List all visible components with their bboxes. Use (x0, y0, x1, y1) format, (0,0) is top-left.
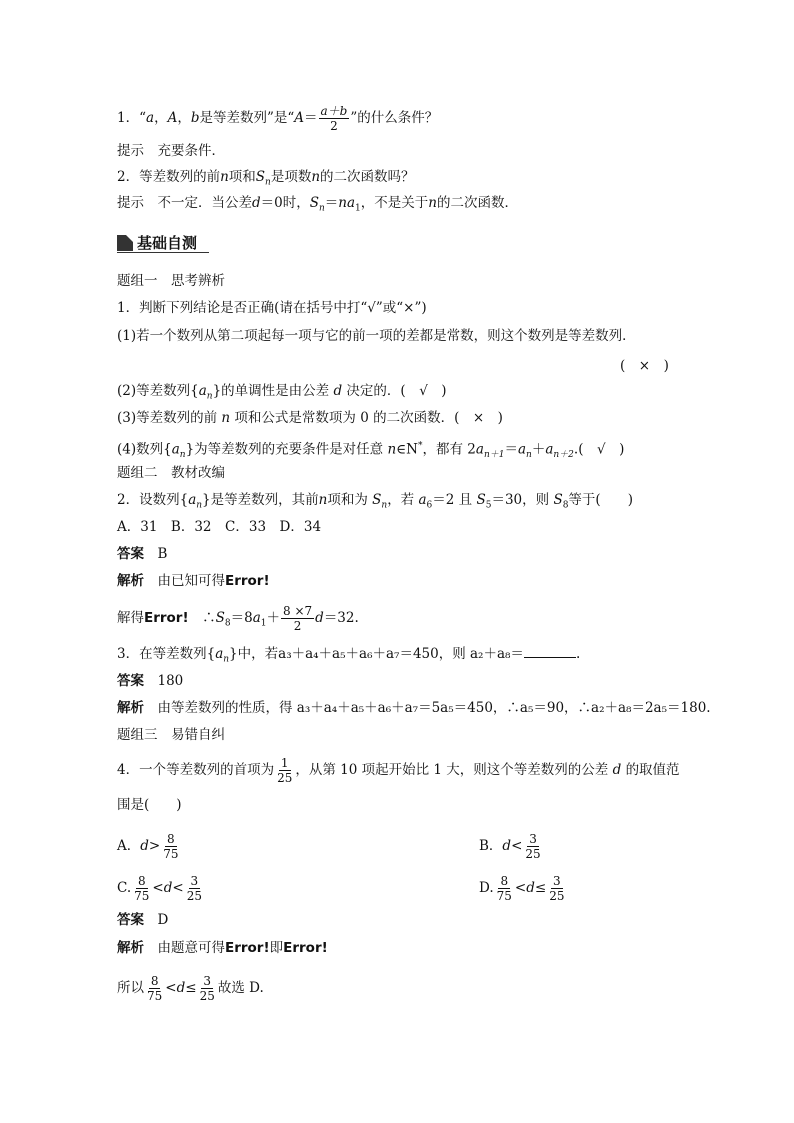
text: 项和公式是常数项为 0 的二次函数．( × ) (234, 410, 503, 426)
text: ，不是关于 (360, 195, 429, 211)
judge-item-1: (1)若一个数列从第二项起每一项与它的前一项的差都是常数，则这个数列是等差数列． (117, 328, 636, 344)
var-a: a (418, 492, 427, 508)
text: . (575, 646, 581, 662)
subscript: 5 (485, 500, 492, 511)
text: ， (154, 110, 168, 126)
text: ＝ (504, 441, 518, 458)
text: ＝8 (230, 610, 253, 626)
var-a: a (517, 441, 527, 458)
text: (4)数列{ (117, 441, 172, 458)
answer-label: 答案 (117, 546, 144, 562)
group-1-title: 题组一 思考辨析 (117, 273, 225, 289)
var-a: a (171, 441, 180, 458)
text: 决定的．( √ ) (346, 383, 447, 399)
text: 2．等差数列的前 (117, 169, 221, 185)
text: 不一定．当公差 (157, 195, 252, 211)
var-a: a (215, 646, 224, 662)
pre-question-1 (117, 104, 438, 133)
var-a: a (198, 383, 207, 399)
text: 项和为 (327, 492, 368, 508)
var-n: n (428, 195, 437, 211)
question-4-answer (117, 911, 168, 929)
text: ，都有 2 (422, 441, 476, 458)
analysis-label: 解析 (117, 573, 144, 589)
analysis-text: 由等差数列的性质，得 a₃＋a₄＋a₅＋a₆＋a₇＝5a₅＝450，∴a₅＝90，∴a₂＋a₈＝2a₅＝180. (157, 700, 711, 716)
text: ，从第 10 项起开始比 1 大，则这个等差数列的公差 (295, 762, 609, 778)
fraction-denominator: 75 (134, 889, 150, 903)
question-4-options-ab (117, 832, 677, 861)
text: 3．在等差数列{ (117, 646, 216, 662)
judge-item-1-mark: ( × ) (620, 358, 669, 374)
text: ＝32. (323, 610, 359, 626)
var-S: S (309, 195, 319, 211)
text: 等于( ) (568, 492, 633, 508)
hint-2 (117, 194, 518, 218)
text: ＝2 且 (432, 492, 473, 508)
fraction (198, 974, 217, 1003)
fraction (145, 974, 164, 1003)
fraction-denominator: 75 (147, 989, 163, 1003)
option-c (117, 874, 205, 903)
question-3-answer (117, 672, 183, 690)
fraction (319, 104, 350, 133)
fraction-denominator: 25 (199, 989, 215, 1003)
subscript: 1 (355, 203, 361, 214)
fraction (547, 874, 566, 903)
text: 4．一个等差数列的首项为 (117, 762, 275, 778)
text: ＝0时， (260, 195, 310, 211)
operator: < (152, 880, 164, 896)
judge-item-3 (117, 409, 503, 427)
fraction-denominator: 75 (163, 847, 179, 861)
text: 是等差数列”是“ (199, 110, 295, 126)
text: ＋ (531, 441, 546, 458)
section-heading (117, 232, 197, 253)
var-d: d (176, 980, 186, 996)
subscript: n (381, 500, 388, 511)
question-4-analysis (117, 939, 328, 957)
fraction-numerator: 8 (150, 974, 159, 988)
fraction (495, 874, 514, 903)
var-d: d (333, 383, 343, 399)
var-n: n (220, 169, 229, 185)
subscript: n (206, 391, 213, 402)
text: }中，若 (229, 646, 279, 662)
fraction-denominator: 25 (277, 771, 293, 785)
text: ，若 (387, 492, 415, 508)
hint-label: 提示 (117, 143, 144, 159)
var-n: n (221, 410, 231, 426)
option-a (117, 832, 182, 861)
question-4-line-2: 围是( ) (117, 797, 182, 813)
fraction-numerator: a＋b (320, 104, 348, 118)
operator: < (165, 980, 177, 996)
var-n: n (318, 492, 328, 508)
text: (3)等差数列的前 (117, 410, 218, 426)
subscript: n (196, 500, 203, 511)
fraction (132, 874, 151, 903)
operator: ≤ (185, 980, 197, 996)
judge-intro: 1．判断下列结论是否正确(请在括号中打“√”或“×”) (117, 300, 427, 316)
operator: ≤ (534, 880, 547, 896)
subscript: 8 (562, 500, 569, 511)
superscript: * (417, 441, 423, 451)
fraction-numerator: 8 ×7 (283, 604, 313, 618)
fraction (523, 832, 542, 861)
var-a: a (545, 441, 554, 458)
var-d: d (252, 195, 261, 211)
fraction-numerator: 8 (167, 832, 175, 846)
var-d: d (502, 838, 512, 854)
question-4 (117, 756, 680, 785)
subscript: n (223, 654, 230, 665)
text: ∈N (396, 441, 418, 458)
text: 是项数 (270, 169, 312, 185)
question-2-solution (117, 604, 359, 633)
analysis-label: 解析 (117, 700, 144, 716)
fraction-numerator: 3 (203, 974, 212, 988)
var-n: n (387, 441, 397, 458)
var-a: a (475, 441, 484, 458)
var-A: A (294, 110, 305, 126)
fraction-numerator: 8 (137, 874, 146, 888)
section-underline (117, 252, 209, 253)
var-S: S (476, 492, 486, 508)
var-S: S (255, 169, 266, 185)
var-a: a (188, 492, 197, 508)
subscript: n (179, 450, 186, 461)
fraction-numerator: 3 (190, 874, 199, 888)
text: }为等差数列的充要条件是对任意 (185, 441, 384, 458)
text: ＋ (266, 610, 281, 626)
operator: < (172, 880, 184, 896)
text: 2．设数列{ (117, 492, 189, 508)
subscript: n＋1 (483, 450, 505, 461)
text: 的二次函数． (436, 195, 518, 211)
expression: a₃＋a₄＋a₅＋a₆＋a₇＝450，则 a₂＋a₈＝ (278, 646, 524, 662)
fraction-denominator: 25 (186, 889, 202, 903)
answer-label: 答案 (117, 912, 144, 928)
fraction (185, 874, 204, 903)
text: (2)等差数列{ (117, 383, 199, 399)
answer-blank (524, 645, 576, 658)
text: 所以 (117, 980, 144, 996)
question-4-options-cd (117, 874, 677, 903)
group-2-title: 题组二 教材改编 (117, 465, 225, 481)
answer-value: D (157, 912, 169, 928)
section-title: 基础自测 (137, 234, 198, 252)
hint-1 (117, 142, 225, 160)
var-d: d (163, 880, 173, 896)
answer-value: 180 (157, 673, 184, 689)
question-2 (117, 491, 633, 515)
operator: < (514, 880, 527, 896)
subscript: 1 (260, 618, 267, 629)
question-3-analysis (117, 699, 711, 717)
hint-text: 充要条件． (157, 143, 225, 159)
fraction-denominator: 25 (525, 847, 541, 861)
option-label: A． (117, 838, 141, 854)
var-na: na (338, 195, 356, 211)
error-text: Error! (225, 573, 270, 589)
text: 故选 D. (217, 980, 264, 996)
pre-question-2 (117, 168, 415, 192)
text: 1．“ (117, 110, 146, 126)
analysis-label: 解析 (117, 940, 144, 956)
text: 项和 (228, 169, 256, 185)
error-text: Error! (144, 610, 189, 626)
text: 解得 (117, 610, 144, 626)
fraction-denominator: 2 (293, 619, 302, 633)
answer-value: B (157, 546, 168, 562)
var-d: d (315, 610, 324, 626)
var-a: a (146, 110, 155, 126)
group-3-title: 题组三 易错自纠 (117, 727, 225, 743)
text: ＝ (304, 110, 318, 126)
var-S: S (372, 492, 382, 508)
judge-item-2 (117, 382, 447, 406)
hint-label: 提示 (117, 195, 144, 211)
text: 由题意可得 (157, 940, 225, 956)
fraction-numerator: 3 (553, 874, 561, 888)
fraction-numerator: 3 (529, 832, 537, 846)
fraction-numerator: 8 (500, 874, 509, 888)
fraction-numerator: 1 (280, 756, 289, 770)
text: 的二次函数吗？ (320, 169, 415, 185)
text: ∴ (202, 610, 216, 626)
var-d: d (526, 880, 535, 896)
text: }是等差数列，其前 (202, 492, 319, 508)
text: 即 (269, 940, 284, 956)
option-label: C. (117, 880, 132, 896)
text: ”的什么条件？ (350, 110, 439, 126)
text: ＝ (324, 195, 339, 211)
var-S: S (215, 610, 225, 626)
fraction-denominator: 2 (330, 119, 338, 133)
var-a: a (252, 610, 261, 626)
fraction (281, 604, 314, 633)
subscript: n (526, 450, 532, 461)
option-label: D. (479, 880, 494, 896)
question-2-answer (117, 545, 167, 563)
fraction (161, 832, 180, 861)
var-n: n (311, 169, 321, 185)
text: ， (177, 110, 191, 126)
fraction (275, 756, 294, 785)
question-3 (117, 645, 580, 669)
fraction-denominator: 75 (496, 889, 512, 903)
option-b (479, 832, 544, 861)
option-d (479, 874, 567, 903)
subscript: n＋2 (553, 450, 574, 461)
subscript: 8 (224, 618, 231, 629)
var-A: A (167, 110, 178, 126)
error-text: Error! (225, 940, 270, 956)
operator: < (511, 838, 523, 854)
subscript: n (319, 203, 325, 214)
operator: > (148, 838, 161, 854)
question-2-options: A．31 B．32 C．33 D．34 (117, 519, 322, 535)
question-2-analysis (117, 572, 270, 590)
error-text: Error! (283, 940, 328, 956)
text: 的取值范 (625, 762, 680, 778)
var-S: S (553, 492, 563, 508)
subscript: 6 (426, 500, 433, 511)
option-label: B． (479, 838, 503, 854)
text: }的单调性是由公差 (212, 383, 330, 399)
text: ＝30，则 (491, 492, 550, 508)
subscript: n (265, 177, 271, 188)
section-square-icon (117, 235, 133, 251)
fraction-denominator: 25 (549, 889, 565, 903)
var-b: b (190, 110, 200, 126)
text: .( √ ) (573, 441, 625, 458)
answer-label: 答案 (117, 673, 144, 689)
var-d: d (612, 762, 622, 778)
text: 由已知可得 (157, 573, 225, 589)
judge-item-4 (117, 437, 624, 464)
question-4-conclusion (117, 974, 264, 1003)
var-d: d (140, 838, 149, 854)
